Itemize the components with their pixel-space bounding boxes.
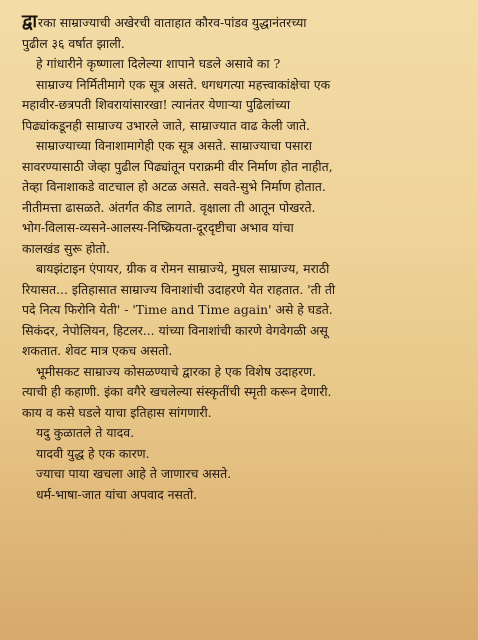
dwarka-paragraph <box>22 362 464 383</box>
text-line: यदु कुळातले ते यादव. <box>36 425 135 440</box>
text-line: भोग-विलास-व्यसने-आलस्य-निष्क्रियता-दूरदृष्टीचा अभाव यांचा <box>22 220 294 235</box>
text-line: पिढ्यांकडूनही साम्राज्य उभारले जाते, साम्राज्यात वाढ केली जाते. <box>22 117 310 133</box>
text-line: यादवी युद्ध हे एक कारण. <box>36 445 150 461</box>
text-line: तेव्हा विनाशाकडे वाटचाल हो अटळ असते. सवते-सुभे निर्माण होतात. <box>22 179 326 194</box>
text-line: सावरण्यासाठी जेव्हा पुढील पिढ्यांतून पराक्रमी वीर निर्माण होत नाहीत, <box>22 158 333 174</box>
text-line: साम्राज्याच्या विनाशामागेही एक सूत्र असते. साम्राज्याचा पसारा <box>36 138 312 153</box>
history-examples-paragraph <box>22 259 464 280</box>
text-line: भूमीसकट साम्राज्य कोसळण्याचे द्वारका हे एक विशेष उदाहरण. <box>36 363 317 379</box>
text-line: कालखंड सुरू होतो. <box>22 240 110 256</box>
text-line: सिकंदर, नेपोलियन, हिटलर... यांच्या विनाशांची कारणे वेगवेगळी असू <box>22 322 328 338</box>
closing-line <box>22 444 464 465</box>
text-line: रियासत... इतिहासात साम्राज्य विनाशांची उदाहरणे येत राहतात. 'ती ती <box>22 281 336 297</box>
text-line: हे गांधारीने कृष्णाला दिलेल्या शापाने घडले असावे का ? <box>36 56 281 71</box>
question-paragraph <box>22 54 464 75</box>
text-line: नीतीमत्ता ढासळते. अंतर्गत कीड लागते. वृक्षाला ती आतून पोखरते. <box>22 199 316 215</box>
text-line: पुढील ३६ वर्षात झाली. <box>22 35 125 51</box>
closing-line <box>22 485 464 506</box>
text-line: धर्म-भाषा-जात यांचा अपवाद नसतो. <box>36 486 198 502</box>
text-line: महावीर-छत्रपती शिवरायांसारखा! त्यानंतर येणाऱ्या पुढिलांच्या <box>22 97 291 112</box>
empire-decline-paragraph <box>22 136 464 157</box>
text-line: काय व कसे घडले याचा इतिहास सांगणारी. <box>22 404 212 420</box>
text-line: साम्राज्य निर्मितीमागे एक सूत्र असते. धगधगत्या महत्त्वाकांक्षेचा एक <box>36 76 331 92</box>
closing-line <box>22 423 464 444</box>
empire-creation-paragraph <box>22 75 464 96</box>
text-line: ज्याचा पाया खचला आहे ते जाणारच असते. <box>36 466 232 481</box>
text-line: त्याची ही कहाणी. इंका वगैरे खचलेल्या संस्कृतींची स्मृती करून देणारी. <box>22 384 332 399</box>
text-line: बायझंटाइन एंपायर, ग्रीक व रोमन साम्राज्ये, मुघल साम्राज्य, मराठी <box>36 261 330 276</box>
intro-paragraph <box>22 12 464 54</box>
text-line: रका साम्राज्याची अखेरची वाताहात कौरव-पांडव युद्धानंतरच्या <box>38 15 307 30</box>
text-line: शकतात. शेवट मात्र एकच असतो. <box>22 343 173 358</box>
drop-cap: द्वा <box>22 11 38 32</box>
text-line: पदे नित्य फिरोनि येती' - 'Time and Time again' असे हे घडते. <box>22 302 333 317</box>
closing-line <box>22 464 464 485</box>
